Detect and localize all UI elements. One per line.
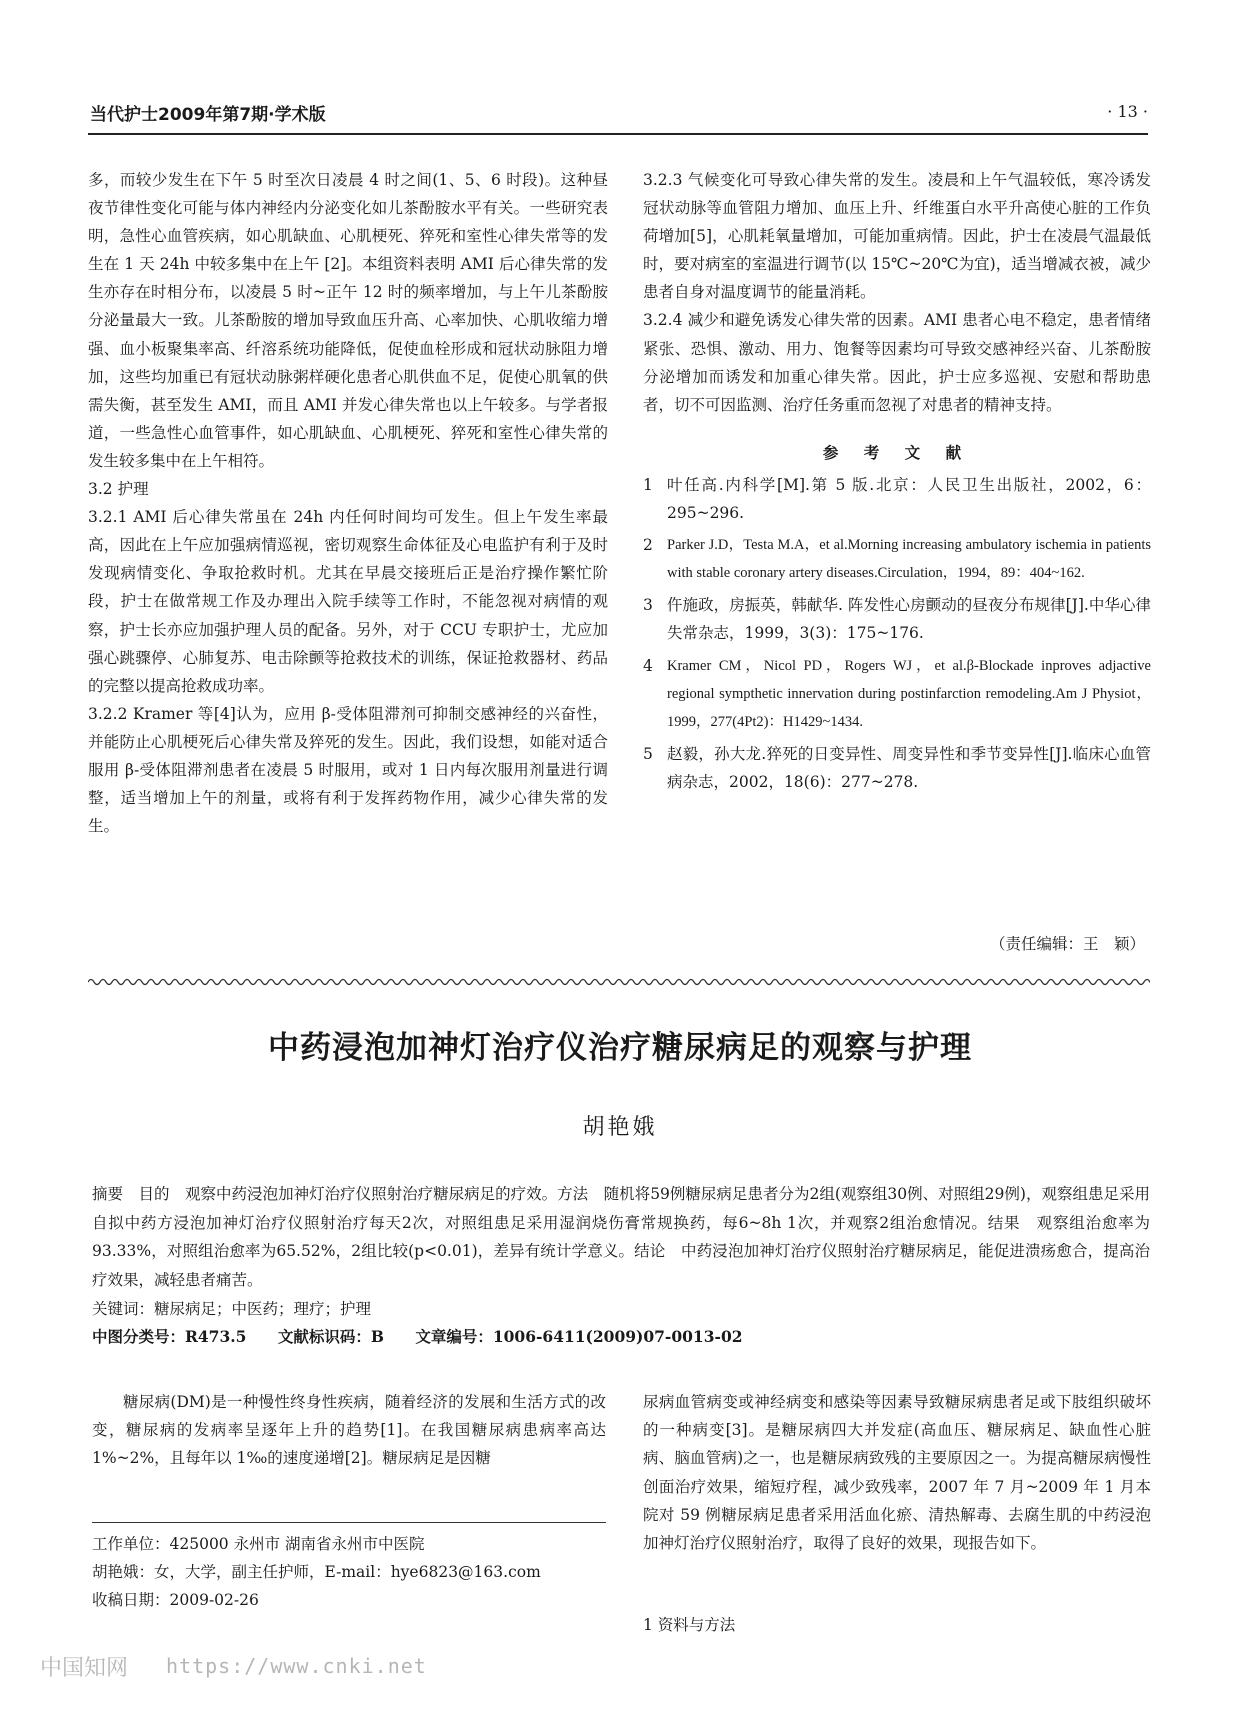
- editor-note: （责任编辑：王 颖）: [989, 935, 1145, 953]
- reference-text: 仵施政，房振英，韩献华. 阵发性心房颤动的昼夜分布规律[J].中华心律失常杂志，1999，3(3)：175~176.: [667, 596, 1151, 643]
- reference-number: 1: [643, 475, 653, 494]
- reference-number: 3: [643, 596, 653, 615]
- reference-item: [643, 740, 1151, 796]
- paragraph: 3.2.3 气候变化可导致心律失常的发生。凌晨和上午气温较低，寒冷诱发冠状动脉等血管阻力增加、血压上升、纤维蛋白水平升高使心脏的工作负荷增加[5]，心肌耗氧量增加，可能加重病情。因此，护士在凌晨气温最低时，要对病室的室温进行调节(以 15℃~20℃为宜)，适当增减衣被，减少患者自身对温度调节的能量消耗。: [643, 171, 1151, 302]
- reference-number: 4: [643, 656, 653, 675]
- clc-number: 中图分类号：R473.5: [92, 1327, 247, 1346]
- affiliation: 工作单位：425000 永州市 湖南省永州市中医院: [92, 1535, 425, 1553]
- reference-text: Kramer CM，Nicol PD，Rogers WJ，et al.β-Blockade inproves adjactive regional sympthetic innervation during postinfarction remodeling.Am J Physiot，1999，277(4Pt2)：H1429~1434.: [667, 657, 1151, 730]
- article1-left-column: [88, 166, 608, 840]
- article2-right-column: [643, 1388, 1151, 1557]
- author-footnote: [92, 1530, 606, 1614]
- section-heading: 3.2 护理: [88, 480, 149, 499]
- section-heading: 1 资料与方法: [643, 1616, 736, 1634]
- document-code: 文献标识码：B: [277, 1327, 384, 1346]
- reference-text: 赵毅，孙大龙.猝死的日变异性、周变异性和季节变异性[J].临床心血管病杂志，2002，18(6)：277~278.: [667, 744, 1151, 791]
- paragraph: 多，而较少发生在下午 5 时至次日凌晨 4 时之间(1、5、6 时段)。这种昼夜节律性变化可能与体内神经内分泌变化如儿茶酚胺水平有关。一些研究表明，急性心血管疾病，如心肌缺血、心肌梗死、猝死和室性心律失常等的发生在 1 天 24h 中较多集中在上午 [2]。本组资料表明 AMI 后心律失常的发生亦存在时相分布，以凌晨 5 时~正午 12 时的频率增加，与上午儿茶酚胺分泌量最大一致。儿茶酚胺的增加导致血压升高、心率加快、心肌收缩力增强、血小板聚集率高、纤溶系统功能降低，促使血栓形成和冠状动脉阻力增加，这些均加重已有冠状动脉粥样硬化患者心肌供血不足，促使心肌氧的供需失衡，甚至发生 AMI，而且 AMI 并发心律失常也以上午较多。与学者报道，一些急性心血管事件，如心肌缺血、心肌梗死、猝死和室性心律失常的发生较多集中在上午相符。: [88, 171, 608, 470]
- paragraph: 3.2.2 Kramer 等[4]认为，应用 β-受体阻滞剂可抑制交感神经的兴奋性，并能防止心肌梗死后心律失常及猝死的发生。因此，我们设想，如能对适合服用 β-受体阻滞剂患者在凌晨 5 时服用，或对 1 日内每次服用剂量进行调整，适当增加上午的剂量，或将有利于发挥药物作用，减少心律失常的发生。: [88, 704, 608, 836]
- paragraph: 尿病血管病变或神经病变和感染等因素导致糖尿病患者足或下肢组织破坏的一种病变[3]。是糖尿病四大并发症(高血压、糖尿病足、缺血性心脏病、脑血管病)之一，也是糖尿病致残的主要原因之一。为提高糖尿病慢性创面治疗效果，缩短疗程，减少致残率，2007 年 7 月~2009 年 1 月本院对 59 例糖尿病足患者采用活血化瘀、清热解毒、去腐生肌的中药浸泡加神灯治疗仪照射治疗，取得了良好的效果，现报告如下。: [643, 1393, 1151, 1553]
- header-rule: [88, 133, 1148, 135]
- classification-line: [92, 1323, 1150, 1351]
- cnki-watermark-logo: 中国知网: [40, 1656, 129, 1681]
- received-date: 收稿日期：2009-02-26: [92, 1591, 259, 1609]
- cnki-watermark-url: https://www.cnki.net: [166, 1654, 427, 1678]
- article2-left-column: [92, 1388, 606, 1473]
- wavy-separator: [88, 976, 1150, 988]
- reference-item: [643, 591, 1151, 647]
- running-header: 当代护士2009年第7期·学术版: [90, 105, 326, 125]
- reference-number: 2: [643, 536, 653, 555]
- paragraph: 糖尿病(DM)是一种慢性终身性疾病，随着经济的发展和生活方式的改变，糖尿病的发病率呈逐年上升的趋势[1]。在我国糖尿病患病率高达 1%~2%，且每年以 1‰的速度递增[2]。糖尿病足是因糖: [92, 1393, 606, 1468]
- author-info: 胡艳娥：女，大学，副主任护师，E-mail：hye6823@163.com: [92, 1563, 541, 1581]
- reference-text: Parker J.D，Testa M.A，et al.Morning increasing ambulatory ischemia in patients with stable coronary artery diseases.Circulation，1994，89：404~162.: [667, 537, 1151, 582]
- paragraph: 3.2.4 减少和避免诱发心律失常的因素。AMI 患者心电不稳定，患者情绪紧张、恐惧、激动、用力、饱餐等因素均可导致交感神经兴奋、儿茶酚胺分泌增加而诱发和加重心律失常。因此，护士应多巡视、安慰和帮助患者，切不可因监测、治疗任务重而忽视了对患者的精神支持。: [643, 311, 1151, 414]
- abstract-text: 摘要 目的 观察中药浸泡加神灯治疗仪照射治疗糖尿病足的疗效。方法 随机将59例糖尿病足患者分为2组(观察组30例、对照组29例)，观察组患足采用自拟中药方浸泡加神灯治疗仪照射治疗每天2次，对照组患足采用湿润烧伤膏常规换药，每6~8h 1次，并观察2组治愈情况。结果 观察组治愈率为93.33%，对照组治愈率为65.52%，2组比较(p<0.01)，差异有统计学意义。结论 中药浸泡加神灯治疗仪照射治疗糖尿病足，能促进溃疡愈合，提高治疗效果，减轻患者痛苦。: [92, 1185, 1150, 1289]
- reference-text: 叶任高.内科学[M].第 5 版.北京：人民卫生出版社，2002，6：295~296.: [667, 475, 1151, 523]
- paragraph: 3.2.1 AMI 后心律失常虽在 24h 内任何时间均可发生。但上午发生率最高，因此在上午应加强病情巡视，密切观察生命体征及心电监护有利于及时发现病情变化、争取抢救时机。尤其在早晨交接班后正是治疗操作繁忙阶段，护士在做常规工作及办理出入院手续等工作时，不能忽视对病情的观察，护士长亦应加强护理人员的配备。另外，对于 CCU 专职护士，尤应加强心跳骤停、心肺复苏、电击除颤等抢救技术的训练，保证抢救器材、药品的完整以提高抢救成功率。: [88, 508, 608, 695]
- references-title: 参 考 文 献: [822, 442, 972, 462]
- article-author: 胡艳娥: [582, 1115, 658, 1140]
- reference-item: [643, 471, 1151, 527]
- footnote-rule: [92, 1522, 606, 1523]
- reference-item: [643, 531, 1151, 587]
- article-number: 文章编号：1006-6411(2009)07-0013-02: [415, 1327, 743, 1346]
- keywords: 关键词：糖尿病足；中医药；理疗；护理: [92, 1300, 372, 1318]
- abstract: [92, 1180, 1150, 1294]
- reference-number: 5: [643, 744, 653, 763]
- article-title: 中药浸泡加神灯治疗仪治疗糖尿病足的观察与护理: [268, 1030, 972, 1066]
- reference-item: [643, 652, 1151, 736]
- page-number: · 13 ·: [1107, 102, 1148, 121]
- article1-right-column: [643, 166, 1151, 800]
